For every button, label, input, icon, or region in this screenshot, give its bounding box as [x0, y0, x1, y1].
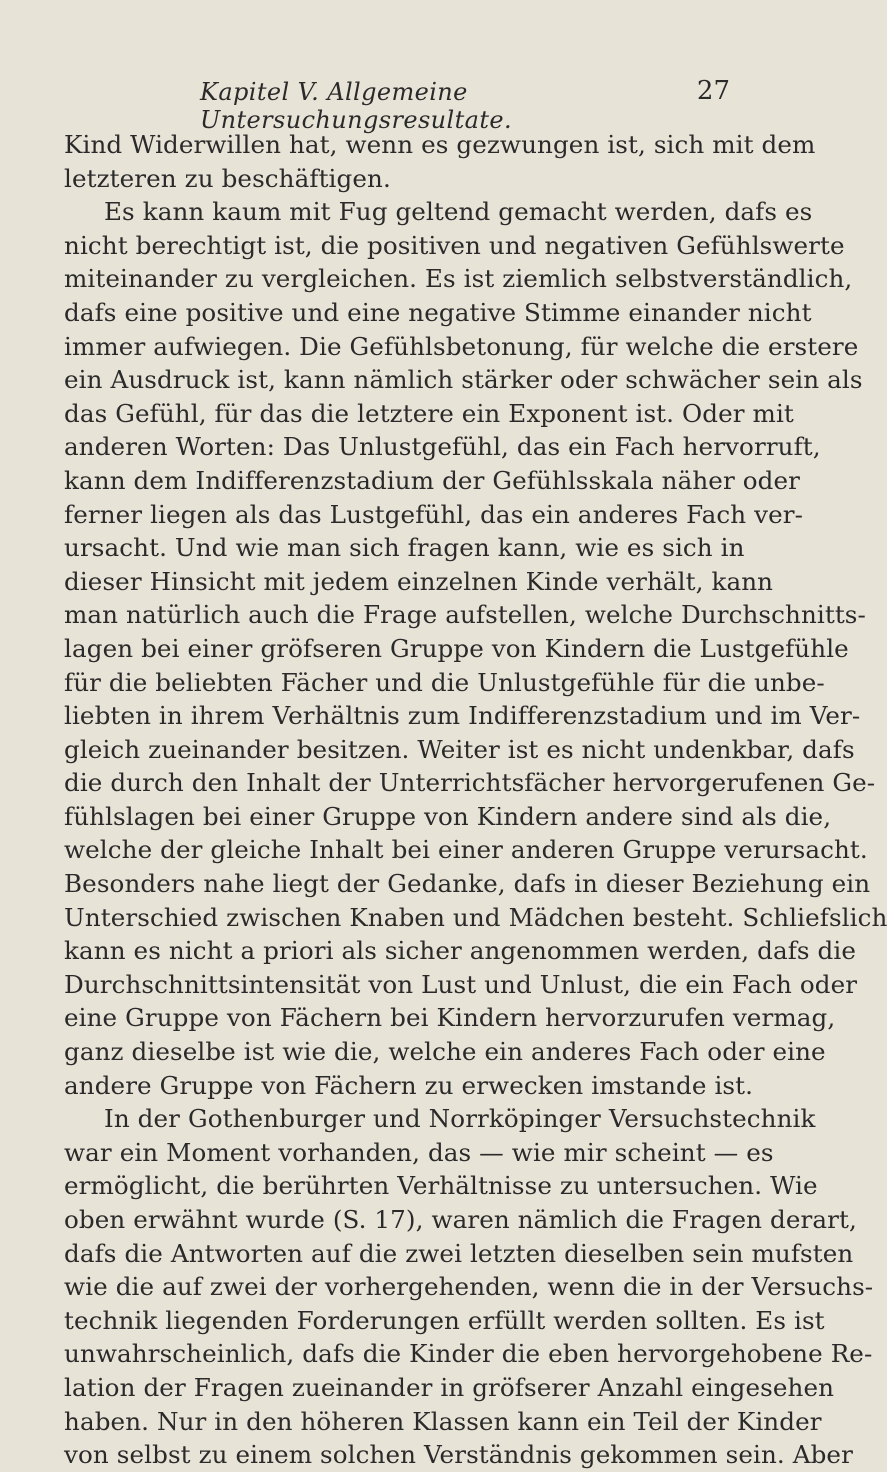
text-line: ermöglicht, die berührten Verhältnisse zu untersuchen. Wie — [64, 1171, 818, 1201]
text-line: unwahrscheinlich, dafs die Kinder die eben hervorgehobene Re- — [64, 1339, 873, 1369]
text-line: fühlslagen bei einer Gruppe von Kindern andere sind als die, — [64, 801, 832, 831]
text-line: liebten in ihrem Verhältnis zum Indifferenzstadium und im Ver- — [64, 701, 861, 731]
body-text — [64, 128, 887, 1472]
text-line: immer aufwiegen. Die Gefühlsbetonung, für welche die erstere — [64, 331, 859, 361]
text-line: letzteren zu beschäftigen. — [64, 163, 391, 193]
text-line: In der Gothenburger und Norrköpinger Versuchstechnik — [104, 1104, 816, 1134]
text-line: technik liegenden Forderungen erfüllt werden sollten. Es ist — [64, 1305, 825, 1335]
text-line: ganz dieselbe ist wie die, welche ein anderes Fach oder eine — [64, 1037, 826, 1067]
text-line: Unterschied zwischen Knaben und Mädchen besteht. Schliefslich — [64, 902, 887, 932]
text-line: lagen bei einer gröfseren Gruppe von Kindern die Lustgefühle — [64, 633, 849, 663]
text-line: wie die auf zwei der vorhergehenden, wenn die in der Versuchs- — [64, 1272, 874, 1302]
text-line: dieser Hinsicht mit jedem einzelnen Kinde verhält, kann — [64, 566, 774, 596]
text-line: haben. Nur in den höheren Klassen kann ein Teil der Kinder — [64, 1406, 822, 1436]
text-line: Besonders nahe liegt der Gedanke, dafs in dieser Beziehung ein — [64, 869, 871, 899]
running-head: Kapitel V. Allgemeine Untersuchungsresultate. — [200, 78, 513, 134]
text-line: die durch den Inhalt der Unterrichtsfächer hervorgerufenen Ge- — [64, 768, 876, 798]
text-line: war ein Moment vorhanden, das — wie mir scheint — es — [64, 1137, 774, 1167]
text-line: oben erwähnt wurde (S. 17), waren nämlich die Fragen derart, — [64, 1205, 857, 1234]
text-line: für die beliebten Fächer und die Unlustgefühle für die unbe- — [64, 667, 825, 697]
text-line: dafs die Antworten auf die zwei letzten dieselben sein mufsten — [64, 1238, 854, 1268]
text-line: von selbst zu einem solchen Verständnis gekommen sein. Aber — [64, 1440, 853, 1470]
text-line: gleich zueinander besitzen. Weiter ist es nicht undenkbar, dafs — [64, 734, 855, 764]
text-line: ein Ausdruck ist, kann nämlich stärker oder schwächer sein als — [64, 365, 863, 395]
text-line: das Gefühl, für das die letztere ein Exponent ist. Oder mit — [64, 398, 794, 428]
text-line: nicht berechtigt ist, die positiven und negativen Gefühlswerte — [64, 230, 845, 260]
text-line: dafs eine positive und eine negative Stimme einander nicht — [64, 297, 812, 327]
text-line: man natürlich auch die Frage aufstellen, welche Durchschnitts- — [64, 600, 866, 630]
text-line: andere Gruppe von Fächern zu erwecken imstande ist. — [64, 1070, 754, 1100]
text-line: ferner liegen als das Lustgefühl, das ein anderes Fach ver- — [64, 499, 804, 529]
text-line: lation der Fragen zueinander in gröfserer Anzahl eingesehen — [64, 1372, 835, 1402]
text-line: welche der gleiche Inhalt bei einer anderen Gruppe verursacht. — [64, 835, 868, 865]
text-line: kann dem Indifferenzstadium der Gefühlsskala näher oder — [64, 465, 800, 495]
text-line: eine Gruppe von Fächern bei Kindern hervorzurufen vermag, — [64, 1003, 836, 1033]
text-line: Es kann kaum mit Fug geltend gemacht werden, dafs es — [104, 197, 813, 227]
text-line: anderen Worten: Das Unlustgefühl, das ein Fach hervorruft, — [64, 432, 821, 462]
text-line: miteinander zu vergleichen. Es ist ziemlich selbstverständlich, — [64, 264, 853, 294]
page-number: 27 — [696, 76, 730, 106]
text-line: Kind Widerwillen hat, wenn es gezwungen ist, sich mit dem — [64, 130, 816, 159]
text-line: Durchschnittsintensität von Lust und Unlust, die ein Fach oder — [64, 969, 858, 999]
text-line: kann es nicht a priori als sicher angenommen werden, dafs die — [64, 936, 857, 966]
text-line: ursacht. Und wie man sich fragen kann, wie es sich in — [64, 533, 745, 563]
page-header — [64, 74, 744, 134]
